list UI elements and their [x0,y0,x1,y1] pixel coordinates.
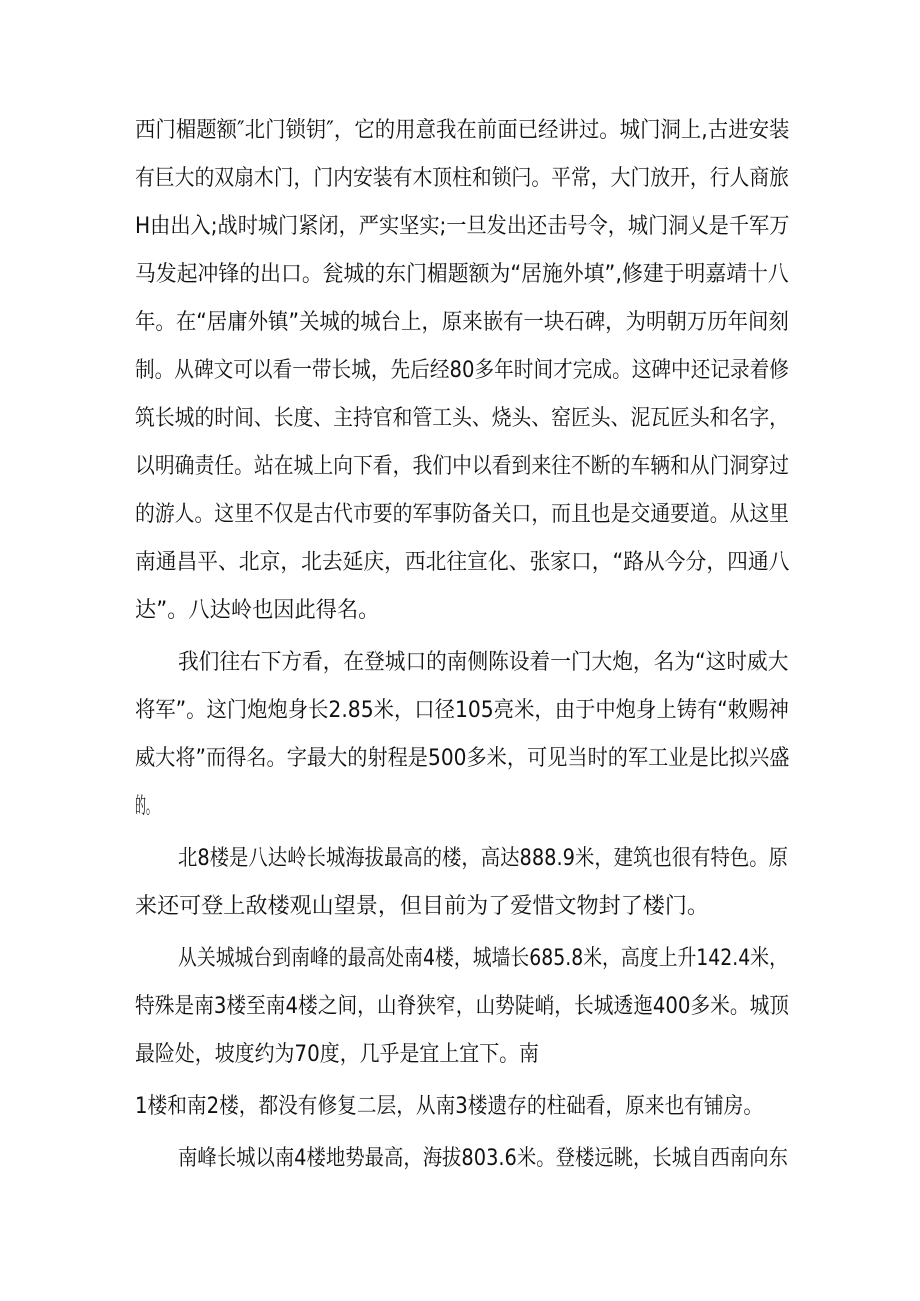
text-line: 来还可登上敌楼观山望景，但目前为了爱惜文物封了楼门。 [135,894,710,919]
text-line: 筑长城的时间、长度、主持官和管工头、烧头、窑匠头、泥瓦匠头和名字， [135,406,789,431]
text-line: 的。 [135,794,158,819]
text-line: 马发起冲锋的出口。瓮城的东门楣题额为“居施外填”,修建于明嘉靖十八 [135,262,789,287]
text-line: 制。从碑文可以看一带长城，先后经80多年时间才完成。这碑中还记录着修 [135,358,789,383]
text-line: 年。在“居庸外镇”关城的城台上，原来嵌有一块石碑，为明朝万历年间刻 [135,310,789,335]
text-line: H由出入;战时城门紧闭，严实坚实;一旦发出还击号令，城门洞乂是千军万 [135,214,790,239]
text-line: 北8楼是八达岭长城海拔最高的楼，高达888.9米，建筑也很有特色。原 [178,846,788,871]
text-line: 从关城城台到南峰的最高处南4楼，城墙长685.8米，高度上升142.4米， [178,946,788,971]
text-line: 最险处，坡度约为70度，几乎是宜上宜下。南 [135,1042,539,1067]
text-line: 西门楣题额″北门锁钥″，它的用意我在前面已经讲过。城门洞上,古进安装 [135,118,790,143]
text-line: 的游人。这里不仅是古代市要的军事防备关口，而且也是交通要道。从这里 [135,502,789,527]
text-line: 1楼和南2楼，都没有修复二层，从南3楼遗存的柱础看，原来也有铺房。 [135,1094,764,1119]
text-line: 南通昌平、北京，北去延庆，西北往宣化、张家口，“路从今分，四通八 [135,550,790,575]
text-line: 南峰长城以南4楼地势最高，海拔803.6米。登楼远眺，长城自西南向东 [178,1146,788,1171]
text-line: 有巨大的双扇木门，门内安装有木顶柱和锁闩。平常，大门放开，行人商旅 [135,166,789,191]
text-line: 威大将”而得名。字最大的射程是500多米，可见当时的军工业是比拟兴盛 [135,746,790,771]
text-line: 将军”。这门炮炮身长2.85米，口径105亮米，由于中炮身上铸有“敕赐神 [135,698,789,723]
text-line: 我们往右下方看，在登城口的南侧陈设着一门大炮，名为“这时威大 [178,650,789,675]
text-line: 以明确责任。站在城上向下看，我们中以看到来往不断的车辆和从门洞穿过 [135,454,789,479]
text-line: 达”。八达岭也因此得名。 [135,598,380,623]
text-line: 特殊是南3楼至南4楼之间，山脊狭窄，山势陡峭，长城透迤400多米。城顶 [135,994,790,1019]
